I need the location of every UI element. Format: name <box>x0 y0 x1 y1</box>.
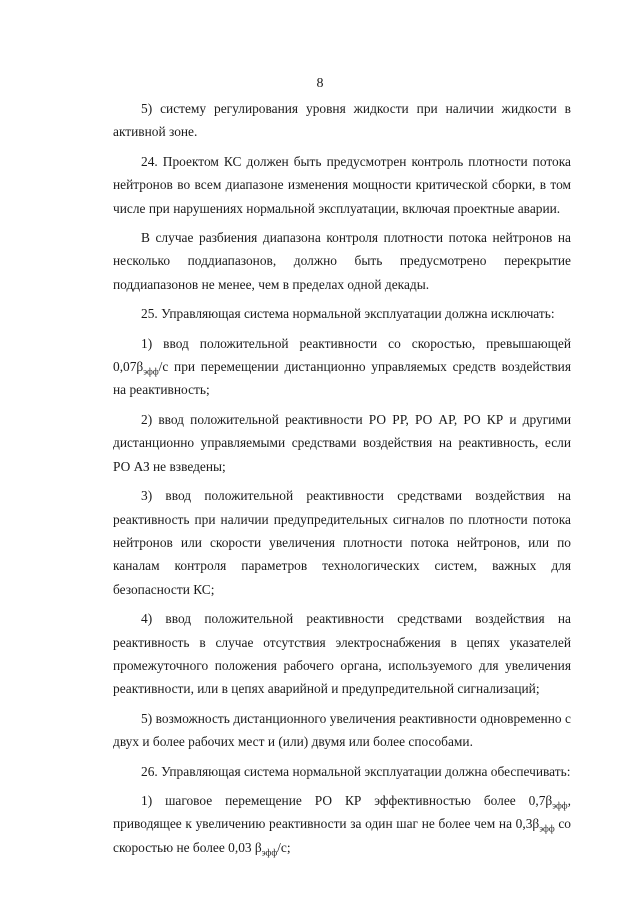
paragraph-liquid-level: 5) систему регулирования уровня жидкости при наличии жидкости в активной зоне. <box>113 101 571 140</box>
paragraph-25-item-5: 5) возможность дистанционного увеличения реактивности одновременно с двух и более рабочих мест и (или) двумя или более способами. <box>113 710 571 750</box>
paragraph-25: 25. Управляющая система нормальной эксплуатации должна исключать: <box>141 306 555 322</box>
subscript-eff: эфф <box>539 824 555 835</box>
text-run: 1) шаговое перемещение РО КР эффективностью более 0,7β <box>141 792 553 808</box>
paragraph-subranges: В случае разбиения диапазона контроля плотности потока нейтронов на несколько поддиапазонов, должно быть предусмотрено перекрытие поддиапазонов не менее, чем в пределах одной декады. <box>113 230 571 292</box>
text-run: 1) ввод положительной реактивности со скоростью, превышающей 0,07β <box>113 335 571 375</box>
body-text <box>113 97 571 859</box>
text-run: /с; <box>277 839 291 855</box>
text-run: со скоростью не более 0,03 β <box>113 816 571 855</box>
text-run: , приводящее к увеличению реактивности за один шаг не более чем на 0,3β <box>113 792 571 832</box>
page-number: 8 <box>316 76 324 91</box>
paragraph-26-item-1 <box>113 789 571 859</box>
subscript-eff: эфф <box>143 366 159 377</box>
paragraph-25-item-4: 4) ввод положительной реактивности средствами воздействия на реактивность в случае отсутствия электроснабжения в цепях указателей промежуточного положения рабочего органа, используемого для увеличения реактивности, или в цепях аварийной и предупредительной сигнализаций; <box>113 611 571 697</box>
paragraph-25-item-3: 3) ввод положительной реактивности средствами воздействия на реактивность при наличии предупредительных сигналов по плотности потока нейтронов или скорости увеличения плотности потока нейтронов, или по каналам контроля параметров технологических систем, важных для безопасности КС; <box>113 488 571 597</box>
paragraph-26: 26. Управляющая система нормальной эксплуатации должна обеспечивать: <box>141 763 571 779</box>
subscript-eff: эфф <box>552 800 568 811</box>
paragraph-25-item-2: 2) ввод положительной реактивности РО РР, РО АР, РО КР и другими дистанционно управляемыми средствами воздействия на реактивность, если РО АЗ не взведены; <box>113 411 571 474</box>
paragraph-25-item-1 <box>113 332 571 402</box>
subscript-eff: эфф <box>261 847 278 858</box>
paragraph-24: 24. Проектом КС должен быть предусмотрен контроль плотности потока нейтронов во всем диапазоне изменения мощности критической сборки, в том числе при нарушениях нормальной эксплуатации, включая проектные аварии. <box>113 153 571 216</box>
text-run: /с при перемещении дистанционно управляемых средств воздействия на реактивность; <box>113 359 571 398</box>
